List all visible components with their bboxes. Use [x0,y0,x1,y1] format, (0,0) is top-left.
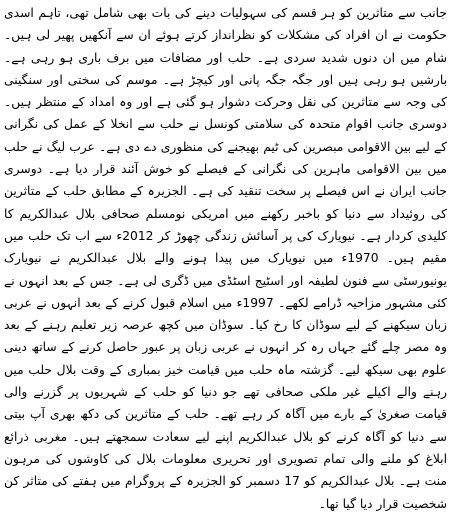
article-body: جانب سے متاثرین کو ہر قسم کی سہولیات دینے کی بات بھی شامل تھی، تاہم اسدی حکومت نے ان افراد کی مشکلات کو نظرانداز کرتے ہوئے ان سے آنکھیں پھیر لی ہیں۔ شام میں ان دنوں شدید سردی ہے۔ حلب اور مضافات میں برف باری ہو رہی ہے۔ بارشیں ہو رہی ہیں اور جگہ جگہ پانی اور کیچڑ ہے۔ موسم کی سختی اور سنگینی کی وجہ سے متاثرین کی نقل وحرکت دشوار ہو گئی ہے اور وہ امداد کے منتظر ہیں۔ دوسری جانب اقوام متحدہ کی سلامتی کونسل نے حلب سے انخلا کے عمل کی نگرانی کے لیے بین الاقوامی مبصرین کی ٹیم بھیجنے کی منظوری دے دی ہے۔ عرب لیگ نے حلب میں بین الاقوامی ماہرین کی نگرانی کے فیصلے کو خوش آئند قرار دیا ہے۔ دوسری جانب ایران نے اس فیصلے پر سخت تنقید کی ہے۔ الجزیرہ کے مطابق حلب کے متاثرین کی روئیداد سے دنیا کو باخبر رکھنے میں امریکی نومسلم صحافی بلال عبدالکریم کا کلیدی کردار ہے۔ نیویارک کی پر آسائش زندگی چھوڑ کر 2012ء سے اب تک حلب میں مقیم ہیں۔ 1970ء میں نیویارک میں پیدا ہونے والے بلال عبدالکریم نے نیویارک یونیورسٹی سے فنون لطیفہ اور اسٹیج اسٹڈی میں ڈگری لی ہے۔ جس کے بعد انہوں نے کئی مشہور مزاحیہ ڈرامے لکھے۔ 1997ء میں اسلام قبول کرنے کے بعد انہوں نے عربی زبان سیکھنے کے لیے سوڈان کا رخ کیا۔ سوڈان میں کچھ عرصہ زیر تعلیم رہنے کے بعد وہ مصر چلے گئے جہاں رہ کر انہوں نے عربی زبان پر عبور حاصل کرنے کے ساتھ دینی علوم بھی سیکھ لیے۔ گزشتہ ماہ حلب میں قیامت خیز بمباری کے وقت بلال حلب میں رہنے والے اکیلے غیر ملکی صحافی تھے جو دنیا کو حلب کے شہریوں پر گزرنے والی قیامت صغریٰ کے بارے میں آگاہ کر رہے تھے۔ حلب کے متاثرین کی دکھ بھری آپ بیتی سے دنیا کو آگاہ کرنے کو بلال عبدالکریم اپنے لیے سعادت سمجھتے ہیں۔ مغربی ذرائع ابلاغ کو ملنے والی تمام تصویری اور تحریری معلومات بلال کی کاوشوں کی مرہون منت ہے۔ بلال عبدالکریم کو 17 دسمبر کو الجزیرہ کے پروگرام میں ہفتے کی متاثر کن شخصیت قرار دیا گیا تھا۔ [4,6,448,511]
